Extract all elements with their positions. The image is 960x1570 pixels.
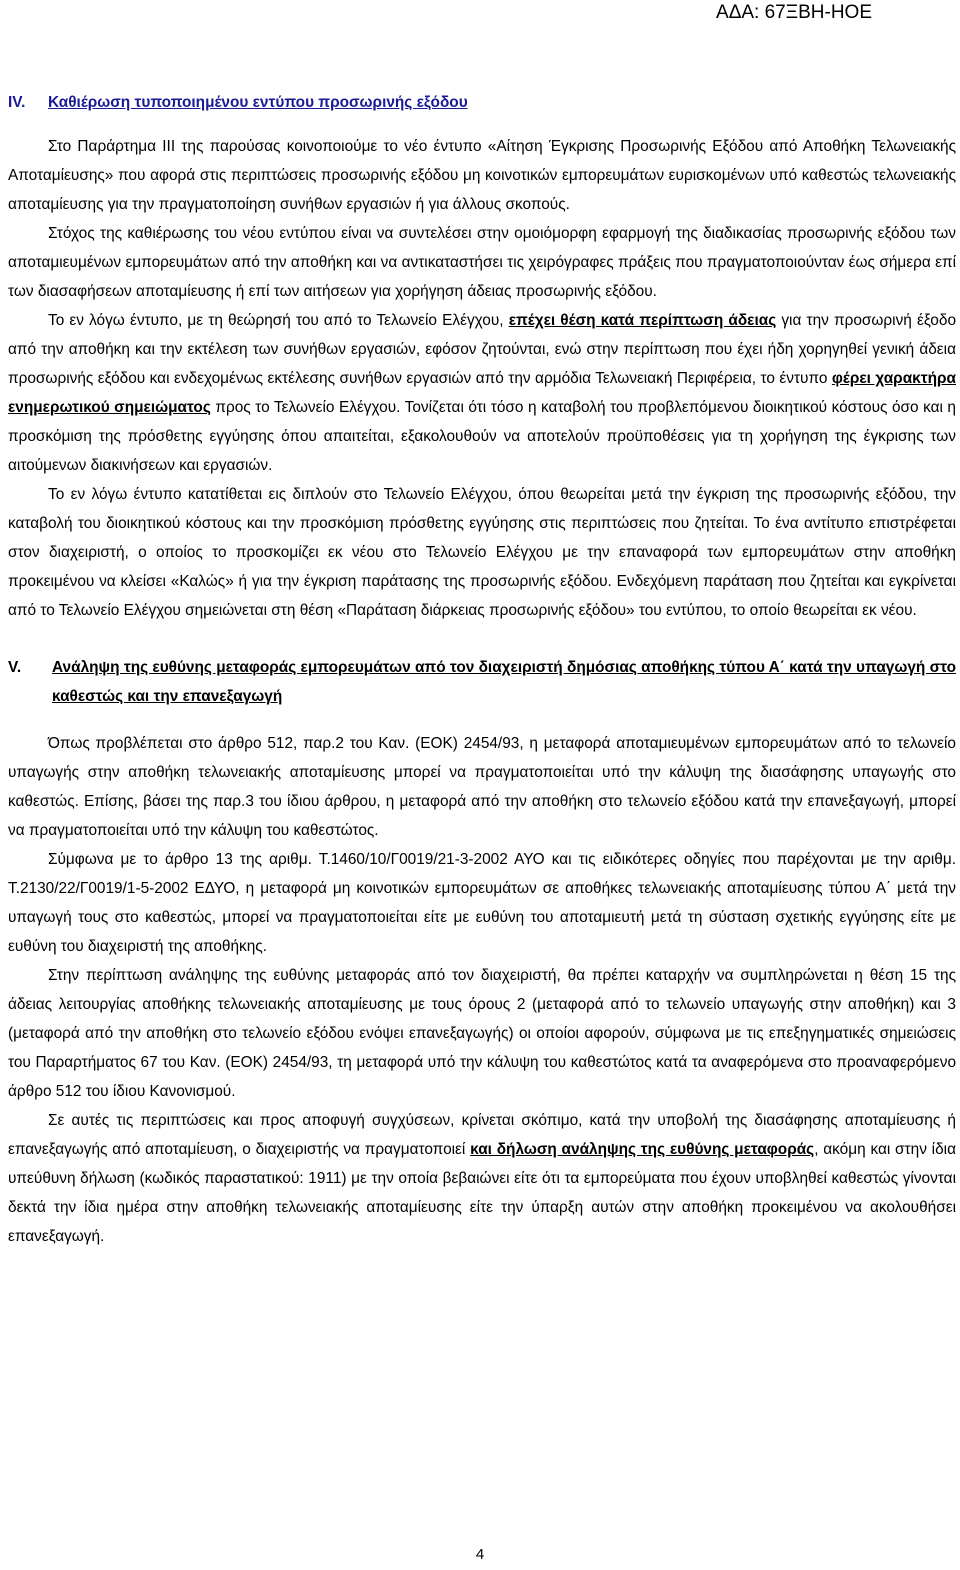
section-iv-number: IV.	[8, 94, 26, 111]
emphasis-transport-declaration: και δήλωση ανάληψης της ευθύνης μεταφοράς	[470, 1141, 815, 1158]
section-v-title: Ανάληψη της ευθύνης μεταφοράς εμπορευμάτων από τον διαχειριστή δημόσιας αποθήκης τύπου Α΄ κατά την υπαγωγή στο καθεστώς και την επανεξαγωγή	[52, 659, 956, 705]
section-v-paragraph-1: Όπως προβλέπεται στο άρθρο 512, παρ.2 του Καν. (ΕΟΚ) 2454/93, η μεταφορά αποταμιευμένων εμπορευμάτων από το τελωνείο υπαγωγής στην αποθήκη τελωνειακής αποταμίευσης μπορεί να πραγματοποιείται υπό την κάλυψη της διασάφησης υπαγωγής στο καθεστώς. Επίσης, βάσει της παρ.3 του ίδιου άρθρου, η μεταφορά από την αποθήκη στο τελωνείο εξόδου κατά την επανεξαγωγή, μπορεί να πραγματοποιείται υπό την κάλυψη του καθεστώτος.	[8, 735, 956, 839]
section-iv-paragraph-4: Το εν λόγω έντυπο κατατίθεται εις διπλούν στο Τελωνείο Ελέγχου, όπου θεωρείται μετά την έγκριση της προσωρινής εξόδου, την καταβολή του διοικητικού κόστους και την προσκόμιση πρόσθετης εγγύησης στις περιπτώσεις που ζητείται. Το ένα αντίτυπο επιστρέφεται στον διαχειριστή, ο οποίος το προσκομίζει εκ νέου στο Τελωνείο Ελέγχου με την επαναφορά των εμπορευμάτων στην αποθήκη προκειμένου να κλείσει «Καλώς» ή για την έγκριση παράτασης της προσωρινής εξόδου. Ενδεχόμενη παράταση που ζητείται και εγκρίνεται από το Τελωνείο Ελέγχου σημειώνεται στη θέση «Παράταση διάρκειας προσωρινής εξόδου» του εντύπου, το οποίο θεωρείται εκ νέου.	[8, 486, 956, 619]
ada-code: ΑΔΑ: 67ΞΒΗ-ΗΟΕ	[716, 2, 872, 23]
paragraph-text: Σε αυτές τις περιπτώσεις και προς αποφυγή συγχύσεων, κρίνεται σκόπιμο, κατά την υποβολή της διασάφησης αποταμίευσης ή επανεξαγωγής από αποταμίευση, ο διαχειριστής να πραγματοποιεί	[8, 1112, 956, 1158]
section-v-paragraph-4	[8, 1106, 956, 1251]
page-number: 4	[475, 1546, 485, 1563]
section-v-number: V.	[8, 659, 22, 676]
section-iv-paragraph-1: Στο Παράρτημα ΙΙΙ της παρούσας κοινοποιούμε το νέο έντυπο «Αίτηση Έγκρισης Προσωρινής Εξόδου από Αποθήκη Τελωνειακής Αποταμίευσης» που αφορά στις περιπτώσεις προσωρινής εξόδου μη κοινοτικών εμπορευμάτων ευρισκομένων υπό καθεστώς τελωνειακής αποταμίευσης για την πραγματοποίηση συνήθων εργασιών ή για άλλους σκοπούς.	[8, 138, 956, 213]
section-v-heading	[8, 653, 956, 711]
section-iv-paragraph-3	[8, 306, 956, 480]
emphasis-informative-note: φέρει χαρακτήρα ενημερωτικού σημειώματος	[8, 370, 956, 416]
paragraph-text: για την προσωρινή έξοδο από την αποθήκη και την εκτέλεση των συνήθων εργασιών, εφόσον ζητούνται, ενώ στην περίπτωση που έχει ήδη χορηγηθεί γενική άδεια προσωρινής εξόδου και ενδεχομένως εκτέλεσης συνήθων εργασιών από την αρμόδια Τελωνειακή Περιφέρεια, το έντυπο	[8, 312, 956, 387]
emphasis-permit: επέχει θέση κατά περίπτωση άδειας	[508, 312, 777, 329]
section-v-paragraph-2: Σύμφωνα με το άρθρο 13 της αριθμ. Τ.1460/10/Γ0019/21-3-2002 ΑΥΟ και τις ειδικότερες οδηγίες που παρέχονται με την αριθμ. Τ.2130/22/Γ0019/1-5-2002 ΕΔΥΟ, η μεταφορά μη κοινοτικών εμπορευμάτων σε αποθήκες τελωνειακής αποταμίευσης τύπου Α΄ μετά την υπαγωγή τους στο καθεστώς, μπορεί να πραγματοποιείται είτε με ευθύνη του αποταμιευτή μετά τη σύσταση σχετικής εγγύησης είτε με ευθύνη του διαχειριστή της αποθήκης.	[8, 851, 956, 955]
section-iv-paragraph-2: Στόχος της καθιέρωσης του νέου εντύπου είναι να συντελέσει στην ομοιόμορφη εφαρμογή της διαδικασίας προσωρινής εξόδου των αποταμιευμένων εμπορευμάτων από την αποθήκη και να αντικαταστήσει τις χειρόγραφες πράξεις που πραγματοποιούνταν έως σήμερα επί των διασαφήσεων αποταμίευσης ή επί των αιτήσεων για χορήγηση άδειας προσωρινής εξόδου.	[8, 225, 956, 300]
section-iv-title: Καθιέρωση τυποποιημένου εντύπου προσωρινής εξόδου	[48, 94, 468, 111]
paragraph-text: , ακόμη και στην ίδια υπεύθυνη δήλωση (κωδικός παραστατικού: 1911) με την οποία βεβαιώνει είτε ότι τα εμπορεύματα που έχουν υποβληθεί καθεστώς γίνονται δεκτά την ίδια ημέρα στην αποθήκη τελωνειακής αποταμίευσης είτε την ύπαρξη αυτών στην αποθήκη προκειμένου να ακολουθήσει επανεξαγωγή.	[8, 1141, 956, 1245]
section-iv-heading	[8, 88, 956, 117]
section-v-paragraph-3: Στην περίπτωση ανάληψης της ευθύνης μεταφοράς από τον διαχειριστή, θα πρέπει καταρχήν να συμπληρώνεται η θέση 15 της άδειας λειτουργίας αποθήκης τελωνειακής αποταμίευσης με τους όρους 2 (μεταφορά από το τελωνείο υπαγωγής στην αποθήκη) και 3 (μεταφορά από την αποθήκη στο τελωνείο εξόδου ενόψει επανεξαγωγής) οι οποίοι αφορούν, σύμφωνα με τις επεξηγηματικές σημειώσεις του Παραρτήματος 67 του Καν. (ΕΟΚ) 2454/93, τη μεταφορά υπό την κάλυψη του καθεστώτος κατά τα αναφερόμενα στο προαναφερόμενο άρθρο 512 του ίδιου Κανονισμού.	[8, 967, 956, 1100]
paragraph-text: προς το Τελωνείο Ελέγχου. Τονίζεται ότι τόσο η καταβολή του προβλεπόμενου διοικητικού κόστους όσο και η προσκόμιση της πρόσθετης εγγύησης όπου απαιτείται, εξακολουθούν να αποτελούν προϋποθέσεις για τη χορήγηση της έγκρισης των αιτούμενων διακινήσεων και εργασιών.	[8, 399, 956, 474]
paragraph-text: Το εν λόγω έντυπο, με τη θεώρησή του από το Τελωνείο Ελέγχου,	[48, 312, 509, 329]
document-body	[8, 88, 956, 1251]
